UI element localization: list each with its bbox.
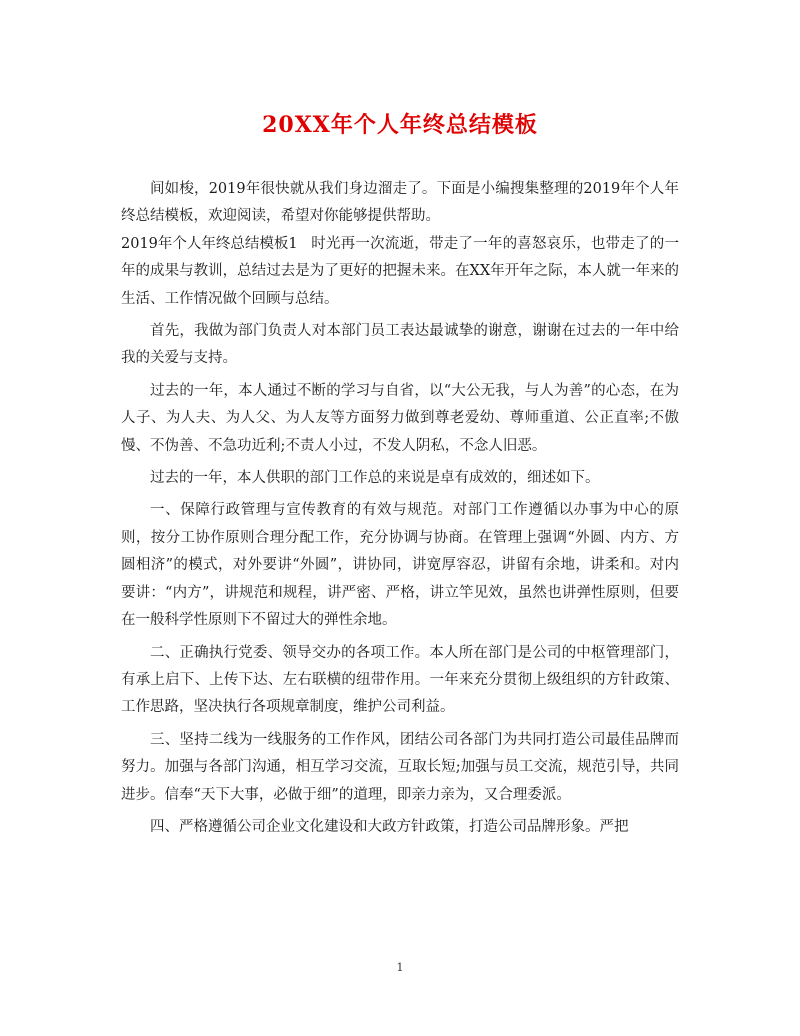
paragraph-point-2: 二、正确执行党委、领导交办的各项工作。本人所在部门是公司的中枢管理部门，有承上启下、上传下达、左右联横的纽带作用。一年来充分贯彻上级组织的方针政策、工作思路，坚决执行各项规章制度，维护公司利益。 [121,644,679,716]
document-title: 20XX年个人年终总结模板 [262,112,538,138]
paragraph-thanks: 首先，我做为部门负责人对本部门员工表达最诚挚的谢意，谢谢在过去的一年中给我的关爱与支持。 [121,323,679,367]
paragraph-work-summary: 过去的一年，本人供职的部门工作总的来说是卓有成效的，细述如下。 [150,470,600,487]
paragraph-point-3: 三、坚持二线为一线服务的工作作风，团结公司各部门为共同打造公司最佳品牌而努力。加强与各部门沟通，相互学习交流，互取长短;加强与员工交流，规范引导，共同进步。信奉“天下大事，必做于细”的道理，即亲力亲为，又合理委派。 [121,731,679,803]
section-text: 时光再一次流逝，带走了一年的喜怒哀乐，也带走了的一年的成果与教训，总结过去是为了更好的把握未来。在XX年开年之际，本人就一年来的生活、工作情况做个回顾与总结。 [121,235,679,307]
section-heading: 2019年个人年终总结模板1 [121,235,298,252]
paragraph-point-4: 四、严格遵循公司企业文化建设和大政方针政策，打造公司品牌形象。严把 [150,818,629,835]
paragraph-section-1 [121,231,679,313]
paragraph-intro: 间如梭，2019年很快就从我们身边溜走了。下面是小编搜集整理的2019年个人年终总结模板，欢迎阅读，希望对你能够提供帮助。 [121,181,679,225]
paragraph-self-reflection: 过去的一年，本人通过不断的学习与自省，以“大公无我，与人为善”的心态，在为人子、为人夫、为人父、为人友等方面努力做到尊老爱幼、尊师重道、公正直率;不傲慢、不伪善、不急功近利;不责人小过，不发人阴私，不念人旧恶。 [121,382,679,454]
document-body [121,176,679,841]
page-number: 1 [396,961,404,974]
paragraph-point-1: 一、保障行政管理与宣传教育的有效与规范。对部门工作遵循以办事为中心的原则，按分工协作原则合理分配工作，充分协调与协商。在管理上强调“外圆、内方、方圆相济”的模式，对外要讲“外圆”，讲协同，讲宽厚容忍，讲留有余地，讲柔和。对内要讲：“内方”，讲规范和规程，讲严密、严格，讲立竿见效，虽然也讲弹性原则，但要在一般科学性原则下不留过大的弹性余地。 [121,502,679,629]
